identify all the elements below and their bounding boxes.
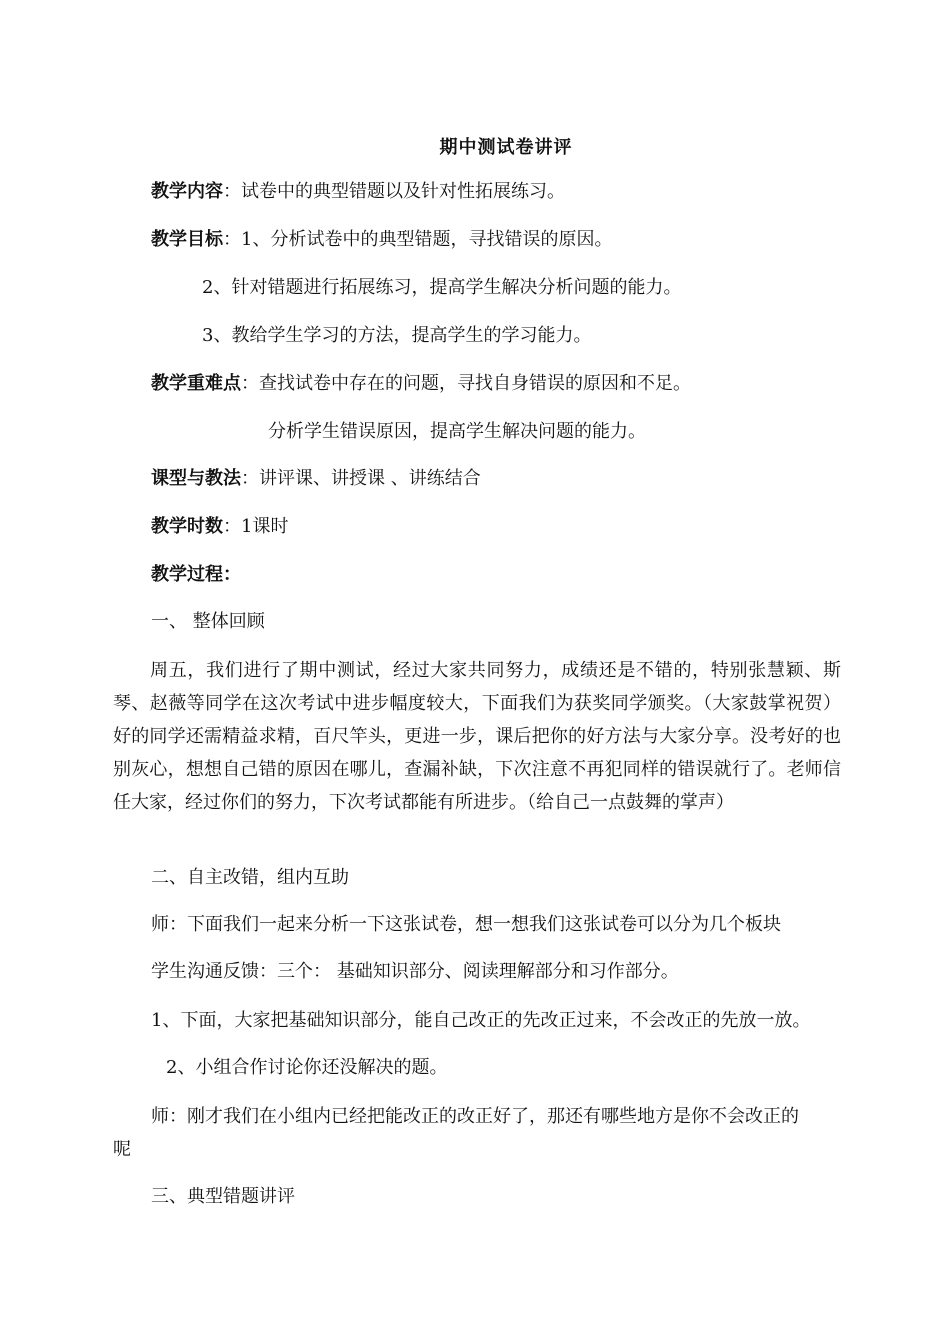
lesson-type-text: ：讲评课、讲授课 、讲练结合 [241, 468, 481, 489]
student-feedback: 学生沟通反馈：三个： 基础知识部分、阅读理解部分和习作部分。 [151, 961, 679, 982]
step-2: 2、小组合作讨论你还没解决的题。 [166, 1057, 448, 1078]
section-2-heading: 二、自主改错，组内互助 [151, 867, 349, 888]
teaching-content-label: 教学内容 [151, 181, 223, 202]
teaching-content-line [151, 180, 565, 204]
step-1: 1、下面，大家把基础知识部分，能自己改正的先改正过来，不会改正的先放一放。 [151, 1010, 811, 1031]
teaching-goal-label: 教学目标 [151, 229, 223, 250]
teaching-hours-line [151, 515, 288, 539]
teaching-goal-line-3: 3、教给学生学习的方法，提高学生的学习能力。 [202, 325, 592, 346]
teaching-goal-line-1 [151, 228, 612, 252]
lesson-type-label: 课型与教法 [151, 468, 241, 489]
teaching-content-text: ：试卷中的典型错题以及针对性拓展练习。 [223, 181, 565, 202]
key-points-line-1 [151, 372, 691, 396]
teaching-hours-label: 教学时数 [151, 516, 223, 537]
section-3-heading: 三、典型错题讲评 [151, 1186, 295, 1207]
teacher-prompt-2-line-1: 师：刚才我们在小组内已经把能改正的改正好了，那还有哪些地方是你不会改正的 [151, 1106, 799, 1127]
section-1-heading: 一、 整体回顾 [151, 611, 265, 632]
teaching-goal-line-2: 2、针对错题进行拓展练习，提高学生解决分析问题的能力。 [202, 277, 682, 298]
key-points-text-1: ：查找试卷中存在的问题，寻找自身错误的原因和不足。 [241, 373, 691, 394]
lesson-type-line [151, 467, 481, 491]
key-points-label: 教学重难点 [151, 373, 241, 394]
teaching-process-label: 教学过程： [151, 564, 241, 585]
section-1-paragraph: 周五，我们进行了期中测试，经过大家共同努力，成绩还是不错的，特别张慧颖、斯琴、赵薇等同学在这次考试中进步幅度较大，下面我们为获奖同学颁奖。（大家鼓掌祝贺）好的同学还需精益求精，百尺竿头，更进一步，课后把你的好方法与大家分享。没考好的也别灰心，想想自己错的原因在哪儿，查漏补缺，下次注意不再犯同样的错误就行了。老师信任大家，经过你们的努力，下次考试都能有所进步。（给自己一点鼓舞的掌声） [113, 660, 841, 813]
teacher-prompt-2-line-2: 呢 [113, 1139, 131, 1160]
teaching-goal-text-1: ：1、分析试卷中的典型错题，寻找错误的原因。 [223, 229, 613, 250]
page-title: 期中测试卷讲评 [439, 137, 573, 158]
teacher-prompt-1: 师：下面我们一起来分析一下这张试卷，想一想我们这张试卷可以分为几个板块 [151, 914, 781, 935]
teaching-hours-text: ：1课时 [223, 516, 289, 537]
key-points-line-2: 分析学生错误原因，提高学生解决问题的能力。 [268, 421, 646, 442]
